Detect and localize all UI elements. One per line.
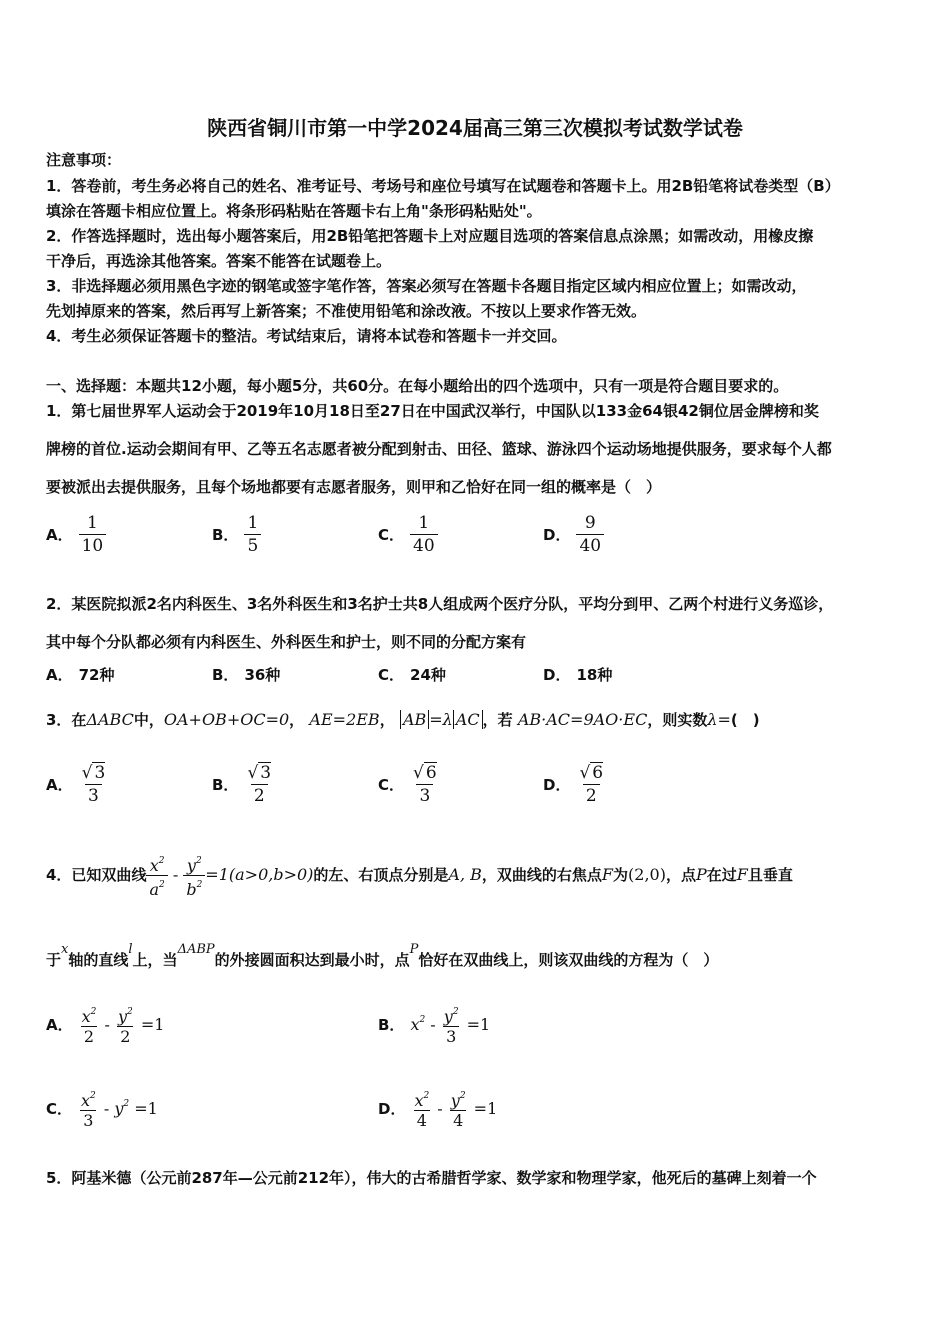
- notice-line: 4．考生必须保证答题卡的整洁。考试结束后，请将本试卷和答题卡一并交回。: [46, 327, 567, 345]
- option-text: 36种: [244, 666, 281, 684]
- option-text: 72种: [78, 666, 115, 684]
- notice-line: 2．作答选择题时，选出每小题答案后，用2B铅笔把答题卡上对应题目选项的答案信息点涂黑；如需改动，用橡皮擦: [46, 227, 814, 245]
- question-1-text: 1．第七届世界军人运动会于2019年10月18日至27日在中国武汉举行，中国队以133金64银42铜位居金牌榜和奖: [46, 402, 819, 420]
- option-label: D．: [543, 666, 571, 684]
- option-label: A．: [46, 776, 73, 794]
- option-label: C．: [378, 526, 405, 544]
- fraction: $\frac{√ 3}{3}$: [81, 763, 106, 806]
- question-4-text: 4．已知双曲线 $\frac{x^2}{a^2}$ - $\frac{y^2}{b^2}$ =1(a>0,b>0) 的左、右顶点分别是 A, B ，双曲线的右焦点 F 为 (2,0) ，点 P 在过 F 且垂直: [46, 850, 916, 900]
- q3-option-b[interactable]: [212, 762, 274, 807]
- q3-option-c[interactable]: [378, 762, 440, 807]
- q3-option-d[interactable]: [543, 762, 606, 807]
- option-label: D．: [543, 776, 571, 794]
- question-2-text: 2．某医院拟派2名内科医生、3名外科医生和3名护士共8人组成两个医疗分队，平均分到甲、乙两个村进行义务巡诊，: [46, 595, 834, 613]
- q4-option-a[interactable]: A． $\frac{x^2}{2}$ - $\frac{y^2}{2}$ =1: [46, 1003, 164, 1046]
- fraction: $\frac{y^2}{b^2}$: [183, 852, 205, 899]
- option-label: B．: [378, 1016, 405, 1034]
- math-expression: AC: [453, 710, 483, 729]
- option-label: C．: [378, 776, 405, 794]
- notice-line: 3．非选择题必须用黑色字迹的钢笔或签字笔作答，答案必须写在答题卡各题目指定区域内相应位置上；如需改动，: [46, 277, 807, 295]
- q2-option-a[interactable]: [46, 664, 114, 685]
- notice-line: 填涂在答题卡相应位置上。将条形码粘贴在答题卡右上角"条形码粘贴处"。: [46, 202, 542, 220]
- fraction: $\frac{√ 6}{3}$: [413, 763, 437, 806]
- q2-option-b[interactable]: [212, 664, 280, 685]
- section-heading: 一、选择题：本题共12小题，每小题5分，共60分。在每小题给出的四个选项中，只有一项是符合题目要求的。: [46, 377, 789, 395]
- fraction: $\frac{1}{5}$: [244, 512, 261, 557]
- math-expression: AB·AC=9AO·EC: [517, 710, 648, 729]
- notice-heading: 注意事项：: [46, 151, 122, 169]
- q1-option-d[interactable]: [543, 512, 604, 557]
- question-1-text: 牌榜的首位.运动会期间有甲、乙等五名志愿者被分配到射击、田径、篮球、游泳四个运动场地提供服务，要求每个人都: [46, 440, 832, 458]
- option-text: 24种: [410, 666, 446, 684]
- fraction: $\frac{1}{10}$: [79, 512, 107, 557]
- fraction: $\frac{x^2}{2}$: [81, 1007, 97, 1046]
- math-expression: OA+OB+OC=0: [163, 710, 290, 729]
- option-label: B．: [212, 666, 239, 684]
- question-5-text: 5．阿基米德（公元前287年—公元前212年），伟大的古希腊哲学家、数学家和物理学家，他死后的墓碑上刻着一个: [46, 1169, 817, 1187]
- q1-option-b[interactable]: [212, 512, 261, 557]
- option-label: D．: [543, 526, 571, 544]
- question-4-text: 于 x 轴的直线 l 上，当 ΔABP 的外接圆面积达到最小时，点 P 恰好在双曲线上，则该双曲线的方程为（ ）: [46, 942, 719, 969]
- notice-line: 先划掉原来的答案，然后再写上新答案；不准使用铅笔和涂改液。不按以上要求作答无效。: [46, 302, 647, 320]
- option-label: A．: [46, 526, 73, 544]
- fraction: $\frac{y^2}{3}$: [443, 1007, 459, 1046]
- fraction: $\frac{1}{40}$: [410, 512, 438, 557]
- option-label: C．: [46, 1100, 73, 1118]
- question-3-text: 3．在ΔABC中，OA+OB+OC=0， AE=2EB， AB =λ AC ，若 AB·AC=9AO·EC，则实数λ=( ): [46, 710, 760, 729]
- q2-option-c[interactable]: [378, 664, 446, 685]
- q1-option-c[interactable]: [378, 512, 438, 557]
- fraction: $\frac{y^2}{4}$: [450, 1091, 466, 1130]
- fraction: $\frac{9}{40}$: [576, 512, 604, 557]
- option-label: D．: [378, 1100, 406, 1118]
- notice-line: 干净后，再选涂其他答案。答案不能答在试题卷上。: [46, 252, 392, 270]
- q4-option-c[interactable]: C． $\frac{x^2}{3}$ - $y^2$ =1: [46, 1087, 158, 1130]
- q2-option-d[interactable]: [543, 664, 612, 685]
- fraction: $\frac{x^2}{4}$: [414, 1091, 430, 1130]
- fraction: $\frac{y^2}{2}$: [117, 1007, 133, 1046]
- math-expression: AE=2EB: [309, 710, 380, 729]
- page-title: 陕西省铜川市第一中学2024届高三第三次模拟考试数学试卷: [207, 116, 743, 140]
- fraction: $\frac{√ 3}{2}$: [247, 763, 272, 806]
- option-label: C．: [378, 666, 405, 684]
- fraction: $\frac{x^2}{a^2}$: [146, 852, 167, 899]
- math-expression: AB: [400, 710, 429, 729]
- math-expression: ΔABC: [86, 710, 134, 729]
- question-1-text: 要被派出去提供服务，且每个场地都要有志愿者服务，则甲和乙恰好在同一组的概率是（ ）: [46, 478, 662, 496]
- option-label: A．: [46, 666, 73, 684]
- q4-option-d[interactable]: D． $\frac{x^2}{4}$ - $\frac{y^2}{4}$ =1: [378, 1087, 497, 1130]
- option-label: A．: [46, 1016, 73, 1034]
- fraction: $\frac{x^2}{3}$: [81, 1091, 96, 1130]
- option-text: 18种: [576, 666, 613, 684]
- q4-option-b[interactable]: B． $x^2$ - $\frac{y^2}{3}$ =1: [378, 1003, 490, 1046]
- fraction: $\frac{√ 6}{2}$: [579, 763, 604, 806]
- math-expression: =1(a>0,b>0): [205, 865, 314, 884]
- q3-option-a[interactable]: [46, 762, 108, 807]
- notice-line: 1．答卷前，考生务必将自己的姓名、准考证号、考场号和座位号填写在试题卷和答题卡上。用2B铅笔将试卷类型（B）: [46, 177, 840, 195]
- option-label: B．: [212, 776, 239, 794]
- question-2-text: 其中每个分队都必须有内科医生、外科医生和护士，则不同的分配方案有: [46, 633, 527, 651]
- q1-option-a[interactable]: [46, 512, 106, 557]
- option-label: B．: [212, 526, 239, 544]
